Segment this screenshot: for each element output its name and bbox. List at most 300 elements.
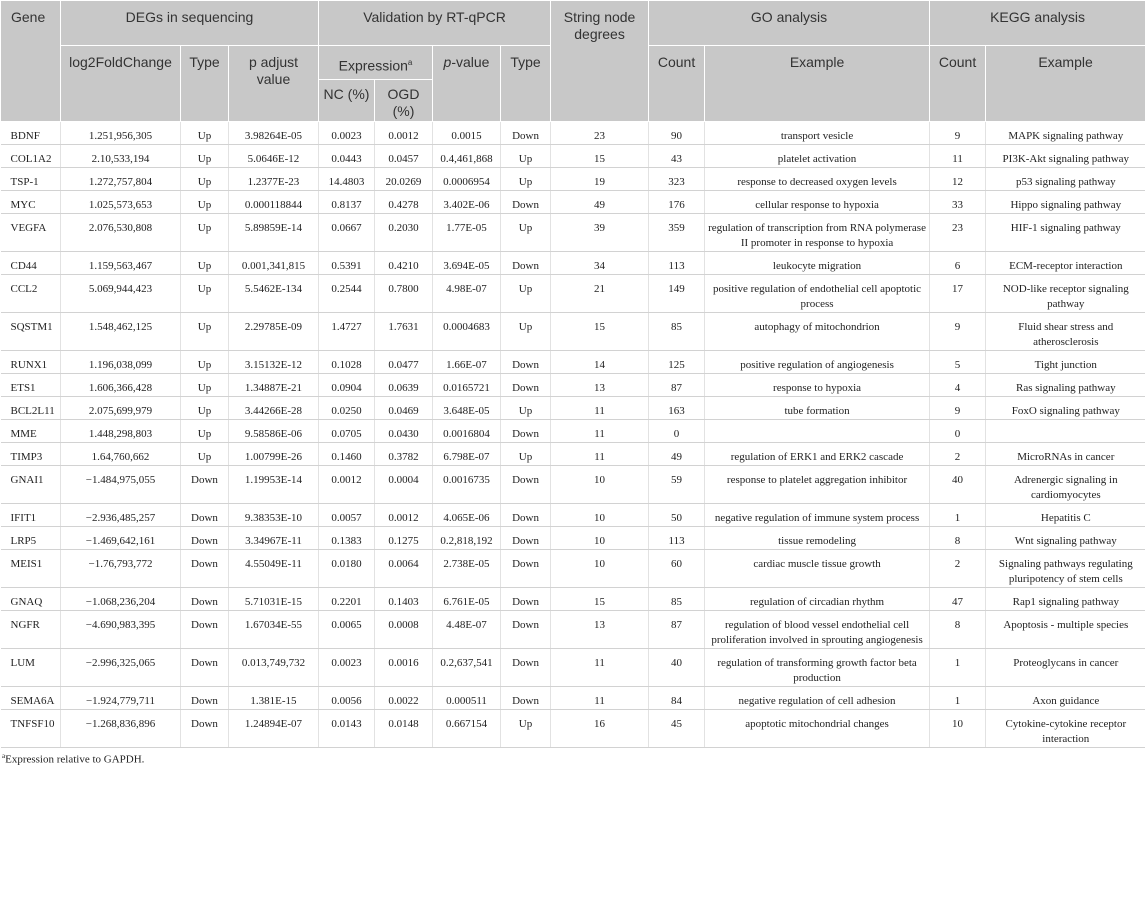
cell-gene: CCL2 xyxy=(1,275,61,313)
cell-validation-type: Down xyxy=(501,420,551,443)
cell-nc: 0.0057 xyxy=(319,504,375,527)
cell-kegg-example: Fluid shear stress and atherosclerosis xyxy=(986,313,1145,351)
cell-kegg-count: 40 xyxy=(930,466,986,504)
cell-p-adjust: 1.24894E-07 xyxy=(229,710,319,748)
header-validation-type: Type xyxy=(501,46,551,122)
cell-go-count: 359 xyxy=(649,214,705,252)
cell-degs-type: Down xyxy=(181,466,229,504)
header-kegg-analysis: KEGG analysis xyxy=(930,1,1145,46)
cell-nc: 0.0667 xyxy=(319,214,375,252)
cell-log2foldchange: 2.10,533,194 xyxy=(61,145,181,168)
header-degs: DEGs in sequencing xyxy=(61,1,319,46)
cell-go-count: 43 xyxy=(649,145,705,168)
table-row xyxy=(1,275,1145,313)
cell-p-adjust: 5.89859E-14 xyxy=(229,214,319,252)
cell-gene: TNFSF10 xyxy=(1,710,61,748)
cell-validation-type: Up xyxy=(501,313,551,351)
cell-go-count: 149 xyxy=(649,275,705,313)
cell-p-adjust: 5.0646E-12 xyxy=(229,145,319,168)
table-row xyxy=(1,214,1145,252)
cell-nc: 0.0143 xyxy=(319,710,375,748)
cell-go-count: 85 xyxy=(649,588,705,611)
table-header xyxy=(1,1,1145,122)
cell-go-example: transport vesicle xyxy=(705,122,930,145)
cell-go-example: platelet activation xyxy=(705,145,930,168)
cell-kegg-example: Signaling pathways regulating pluripotency of stem cells xyxy=(986,550,1145,588)
cell-string-node-degrees: 13 xyxy=(551,611,649,649)
cell-ogd: 0.0012 xyxy=(375,122,433,145)
cell-validation-type: Down xyxy=(501,611,551,649)
cell-nc: 0.0180 xyxy=(319,550,375,588)
cell-ogd: 0.0469 xyxy=(375,397,433,420)
cell-go-example: negative regulation of immune system process xyxy=(705,504,930,527)
cell-nc: 0.1460 xyxy=(319,443,375,466)
cell-p-value: 0.2,818,192 xyxy=(433,527,501,550)
cell-validation-type: Up xyxy=(501,710,551,748)
cell-gene: BDNF xyxy=(1,122,61,145)
cell-ogd: 0.4278 xyxy=(375,191,433,214)
cell-p-value: 1.66E-07 xyxy=(433,351,501,374)
cell-gene: MEIS1 xyxy=(1,550,61,588)
cell-ogd: 0.0148 xyxy=(375,710,433,748)
cell-go-count: 49 xyxy=(649,443,705,466)
cell-ogd: 0.1275 xyxy=(375,527,433,550)
cell-string-node-degrees: 11 xyxy=(551,649,649,687)
cell-validation-type: Up xyxy=(501,443,551,466)
cell-validation-type: Down xyxy=(501,527,551,550)
cell-kegg-count: 11 xyxy=(930,145,986,168)
table-row xyxy=(1,420,1145,443)
cell-go-example: apoptotic mitochondrial changes xyxy=(705,710,930,748)
cell-kegg-example xyxy=(986,420,1145,443)
cell-go-count: 85 xyxy=(649,313,705,351)
cell-go-example: positive regulation of endothelial cell apoptotic process xyxy=(705,275,930,313)
header-go-example: Example xyxy=(705,46,930,122)
cell-gene: BCL2L11 xyxy=(1,397,61,420)
cell-gene: CD44 xyxy=(1,252,61,275)
cell-go-count: 0 xyxy=(649,420,705,443)
cell-log2foldchange: −1.924,779,711 xyxy=(61,687,181,710)
cell-ogd: 0.7800 xyxy=(375,275,433,313)
cell-kegg-count: 1 xyxy=(930,649,986,687)
cell-log2foldchange: 2.075,699,979 xyxy=(61,397,181,420)
cell-degs-type: Down xyxy=(181,710,229,748)
cell-log2foldchange: −1.484,975,055 xyxy=(61,466,181,504)
cell-ogd: 0.0064 xyxy=(375,550,433,588)
cell-log2foldchange: 1.159,563,467 xyxy=(61,252,181,275)
cell-validation-type: Up xyxy=(501,275,551,313)
cell-p-value: 6.798E-07 xyxy=(433,443,501,466)
cell-p-adjust: 1.19953E-14 xyxy=(229,466,319,504)
cell-go-example: response to hypoxia xyxy=(705,374,930,397)
cell-p-adjust: 1.381E-15 xyxy=(229,687,319,710)
cell-p-value: 0.0016804 xyxy=(433,420,501,443)
cell-ogd: 0.0022 xyxy=(375,687,433,710)
cell-p-adjust: 9.58586E-06 xyxy=(229,420,319,443)
cell-validation-type: Up xyxy=(501,397,551,420)
cell-p-adjust: 2.29785E-09 xyxy=(229,313,319,351)
cell-kegg-example: PI3K-Akt signaling pathway xyxy=(986,145,1145,168)
cell-gene: RUNX1 xyxy=(1,351,61,374)
cell-degs-type: Up xyxy=(181,275,229,313)
cell-validation-type: Up xyxy=(501,168,551,191)
cell-gene: LRP5 xyxy=(1,527,61,550)
cell-ogd: 0.0477 xyxy=(375,351,433,374)
table-row xyxy=(1,351,1145,374)
cell-validation-type: Down xyxy=(501,191,551,214)
cell-p-adjust: 3.15132E-12 xyxy=(229,351,319,374)
cell-go-example: leukocyte migration xyxy=(705,252,930,275)
cell-kegg-count: 9 xyxy=(930,122,986,145)
header-log2foldchange: log2FoldChange xyxy=(61,46,181,122)
cell-ogd: 0.4210 xyxy=(375,252,433,275)
cell-log2foldchange: 1.251,956,305 xyxy=(61,122,181,145)
cell-p-adjust: 0.000118844 xyxy=(229,191,319,214)
cell-p-adjust: 9.38353E-10 xyxy=(229,504,319,527)
cell-string-node-degrees: 11 xyxy=(551,420,649,443)
cell-kegg-count: 2 xyxy=(930,443,986,466)
header-go-analysis: GO analysis xyxy=(649,1,930,46)
cell-gene: MME xyxy=(1,420,61,443)
table-body xyxy=(1,122,1145,748)
cell-degs-type: Down xyxy=(181,687,229,710)
cell-p-adjust: 3.98264E-05 xyxy=(229,122,319,145)
cell-string-node-degrees: 19 xyxy=(551,168,649,191)
cell-kegg-example: MAPK signaling pathway xyxy=(986,122,1145,145)
cell-degs-type: Up xyxy=(181,397,229,420)
cell-log2foldchange: 1.196,038,099 xyxy=(61,351,181,374)
cell-nc: 0.2201 xyxy=(319,588,375,611)
cell-ogd: 0.0457 xyxy=(375,145,433,168)
header-degs-type: Type xyxy=(181,46,229,122)
table-row xyxy=(1,252,1145,275)
cell-kegg-count: 2 xyxy=(930,550,986,588)
table-row xyxy=(1,504,1145,527)
cell-kegg-count: 8 xyxy=(930,527,986,550)
cell-p-value: 0.000511 xyxy=(433,687,501,710)
cell-nc: 14.4803 xyxy=(319,168,375,191)
cell-gene: NGFR xyxy=(1,611,61,649)
cell-string-node-degrees: 15 xyxy=(551,145,649,168)
cell-kegg-count: 5 xyxy=(930,351,986,374)
cell-nc: 0.0904 xyxy=(319,374,375,397)
cell-p-value: 1.77E-05 xyxy=(433,214,501,252)
cell-degs-type: Up xyxy=(181,374,229,397)
cell-log2foldchange: 1.548,462,125 xyxy=(61,313,181,351)
cell-string-node-degrees: 11 xyxy=(551,687,649,710)
cell-nc: 0.1383 xyxy=(319,527,375,550)
cell-degs-type: Down xyxy=(181,588,229,611)
cell-go-example: regulation of blood vessel endothelial cell proliferation involved in sprouting angiogenesis xyxy=(705,611,930,649)
cell-kegg-example: Adrenergic signaling in cardiomyocytes xyxy=(986,466,1145,504)
cell-ogd: 0.3782 xyxy=(375,443,433,466)
cell-nc: 0.0250 xyxy=(319,397,375,420)
cell-kegg-example: Rap1 signaling pathway xyxy=(986,588,1145,611)
cell-go-example: regulation of transforming growth factor beta production xyxy=(705,649,930,687)
cell-log2foldchange: 5.069,944,423 xyxy=(61,275,181,313)
cell-p-value: 0.4,461,868 xyxy=(433,145,501,168)
cell-nc: 0.0705 xyxy=(319,420,375,443)
cell-log2foldchange: −2.996,325,065 xyxy=(61,649,181,687)
cell-kegg-example: p53 signaling pathway xyxy=(986,168,1145,191)
cell-kegg-count: 0 xyxy=(930,420,986,443)
cell-ogd: 0.2030 xyxy=(375,214,433,252)
cell-validation-type: Down xyxy=(501,252,551,275)
cell-kegg-count: 10 xyxy=(930,710,986,748)
cell-nc: 0.0065 xyxy=(319,611,375,649)
cell-degs-type: Up xyxy=(181,351,229,374)
cell-go-count: 163 xyxy=(649,397,705,420)
cell-degs-type: Down xyxy=(181,527,229,550)
header-ogd: OGD (%) xyxy=(375,80,433,122)
cell-p-adjust: 0.013,749,732 xyxy=(229,649,319,687)
cell-gene: COL1A2 xyxy=(1,145,61,168)
table-row xyxy=(1,588,1145,611)
cell-ogd: 0.0004 xyxy=(375,466,433,504)
cell-nc: 0.8137 xyxy=(319,191,375,214)
cell-validation-type: Down xyxy=(501,550,551,588)
cell-nc: 0.5391 xyxy=(319,252,375,275)
cell-log2foldchange: 1.448,298,803 xyxy=(61,420,181,443)
cell-kegg-count: 8 xyxy=(930,611,986,649)
cell-degs-type: Up xyxy=(181,214,229,252)
cell-p-value: 0.0015 xyxy=(433,122,501,145)
cell-string-node-degrees: 16 xyxy=(551,710,649,748)
cell-go-count: 323 xyxy=(649,168,705,191)
cell-degs-type: Up xyxy=(181,420,229,443)
table-row xyxy=(1,649,1145,687)
cell-p-value: 0.0016735 xyxy=(433,466,501,504)
cell-go-example: positive regulation of angiogenesis xyxy=(705,351,930,374)
cell-log2foldchange: −1.469,642,161 xyxy=(61,527,181,550)
cell-p-adjust: 5.5462E-134 xyxy=(229,275,319,313)
cell-go-example: negative regulation of cell adhesion xyxy=(705,687,930,710)
cell-validation-type: Down xyxy=(501,504,551,527)
cell-nc: 0.0023 xyxy=(319,649,375,687)
header-string-node-degrees: String node degrees xyxy=(551,1,649,122)
cell-gene: VEGFA xyxy=(1,214,61,252)
cell-validation-type: Down xyxy=(501,649,551,687)
cell-nc: 1.4727 xyxy=(319,313,375,351)
cell-ogd: 0.0016 xyxy=(375,649,433,687)
cell-validation-type: Up xyxy=(501,145,551,168)
cell-go-count: 87 xyxy=(649,611,705,649)
table-row xyxy=(1,443,1145,466)
cell-kegg-count: 9 xyxy=(930,397,986,420)
cell-string-node-degrees: 14 xyxy=(551,351,649,374)
cell-kegg-example: Hepatitis C xyxy=(986,504,1145,527)
header-validation: Validation by RT-qPCR xyxy=(319,1,551,46)
table-row xyxy=(1,374,1145,397)
cell-go-count: 90 xyxy=(649,122,705,145)
cell-validation-type: Down xyxy=(501,374,551,397)
cell-nc: 0.0023 xyxy=(319,122,375,145)
cell-gene: TSP-1 xyxy=(1,168,61,191)
cell-gene: GNAQ xyxy=(1,588,61,611)
cell-string-node-degrees: 15 xyxy=(551,313,649,351)
cell-kegg-example: HIF-1 signaling pathway xyxy=(986,214,1145,252)
cell-string-node-degrees: 34 xyxy=(551,252,649,275)
cell-p-value: 3.694E-05 xyxy=(433,252,501,275)
cell-go-example: regulation of circadian rhythm xyxy=(705,588,930,611)
table-row xyxy=(1,191,1145,214)
cell-string-node-degrees: 23 xyxy=(551,122,649,145)
cell-go-count: 113 xyxy=(649,252,705,275)
cell-p-adjust: 1.34887E-21 xyxy=(229,374,319,397)
cell-go-count: 125 xyxy=(649,351,705,374)
cell-string-node-degrees: 15 xyxy=(551,588,649,611)
cell-ogd: 20.0269 xyxy=(375,168,433,191)
cell-p-adjust: 0.001,341,815 xyxy=(229,252,319,275)
cell-p-adjust: 4.55049E-11 xyxy=(229,550,319,588)
table-row xyxy=(1,466,1145,504)
cell-kegg-count: 1 xyxy=(930,687,986,710)
cell-nc: 0.0056 xyxy=(319,687,375,710)
cell-go-example xyxy=(705,420,930,443)
cell-kegg-count: 47 xyxy=(930,588,986,611)
cell-kegg-example: MicroRNAs in cancer xyxy=(986,443,1145,466)
cell-p-adjust: 5.71031E-15 xyxy=(229,588,319,611)
cell-gene: GNAI1 xyxy=(1,466,61,504)
cell-log2foldchange: −1.068,236,204 xyxy=(61,588,181,611)
cell-gene: IFIT1 xyxy=(1,504,61,527)
cell-degs-type: Up xyxy=(181,443,229,466)
cell-degs-type: Down xyxy=(181,611,229,649)
cell-go-example: response to decreased oxygen levels xyxy=(705,168,930,191)
cell-kegg-count: 33 xyxy=(930,191,986,214)
cell-p-adjust: 3.44266E-28 xyxy=(229,397,319,420)
cell-degs-type: Up xyxy=(181,145,229,168)
cell-kegg-count: 9 xyxy=(930,313,986,351)
cell-p-adjust: 1.00799E-26 xyxy=(229,443,319,466)
table-row xyxy=(1,527,1145,550)
cell-nc: 0.2544 xyxy=(319,275,375,313)
cell-go-example: cardiac muscle tissue growth xyxy=(705,550,930,588)
table-row xyxy=(1,710,1145,748)
cell-kegg-count: 17 xyxy=(930,275,986,313)
cell-go-example: cellular response to hypoxia xyxy=(705,191,930,214)
cell-log2foldchange: 1.025,573,653 xyxy=(61,191,181,214)
cell-go-example: regulation of transcription from RNA polymerase II promoter in response to hypoxia xyxy=(705,214,930,252)
cell-log2foldchange: 2.076,530,808 xyxy=(61,214,181,252)
cell-p-value: 4.065E-06 xyxy=(433,504,501,527)
cell-log2foldchange: −2.936,485,257 xyxy=(61,504,181,527)
cell-p-value: 4.98E-07 xyxy=(433,275,501,313)
cell-p-value: 0.667154 xyxy=(433,710,501,748)
cell-ogd: 0.0008 xyxy=(375,611,433,649)
cell-kegg-example: NOD-like receptor signaling pathway xyxy=(986,275,1145,313)
cell-kegg-example: Apoptosis - multiple species xyxy=(986,611,1145,649)
header-nc: NC (%) xyxy=(319,80,375,122)
cell-go-example: regulation of ERK1 and ERK2 cascade xyxy=(705,443,930,466)
header-p-value: p-value xyxy=(433,46,501,122)
cell-validation-type: Down xyxy=(501,588,551,611)
cell-ogd: 0.0430 xyxy=(375,420,433,443)
cell-p-adjust: 3.34967E-11 xyxy=(229,527,319,550)
cell-gene: ETS1 xyxy=(1,374,61,397)
cell-go-count: 87 xyxy=(649,374,705,397)
cell-kegg-example: Tight junction xyxy=(986,351,1145,374)
header-p-adjust: p adjust value xyxy=(229,46,319,122)
header-go-count: Count xyxy=(649,46,705,122)
header-kegg-count: Count xyxy=(930,46,986,122)
cell-go-count: 176 xyxy=(649,191,705,214)
cell-p-adjust: 1.67034E-55 xyxy=(229,611,319,649)
cell-gene: TIMP3 xyxy=(1,443,61,466)
cell-degs-type: Up xyxy=(181,191,229,214)
cell-degs-type: Up xyxy=(181,122,229,145)
cell-p-value: 3.402E-06 xyxy=(433,191,501,214)
cell-log2foldchange: −1.76,793,772 xyxy=(61,550,181,588)
cell-go-example: tissue remodeling xyxy=(705,527,930,550)
cell-degs-type: Up xyxy=(181,313,229,351)
cell-string-node-degrees: 13 xyxy=(551,374,649,397)
table-row xyxy=(1,145,1145,168)
cell-kegg-example: Wnt signaling pathway xyxy=(986,527,1145,550)
cell-p-value: 0.0006954 xyxy=(433,168,501,191)
cell-log2foldchange: 1.606,366,428 xyxy=(61,374,181,397)
cell-p-value: 0.0004683 xyxy=(433,313,501,351)
cell-string-node-degrees: 10 xyxy=(551,527,649,550)
cell-p-value: 0.0165721 xyxy=(433,374,501,397)
cell-string-node-degrees: 10 xyxy=(551,466,649,504)
table-row xyxy=(1,313,1145,351)
cell-nc: 0.0443 xyxy=(319,145,375,168)
cell-degs-type: Down xyxy=(181,649,229,687)
cell-kegg-example: Axon guidance xyxy=(986,687,1145,710)
cell-p-value: 2.738E-05 xyxy=(433,550,501,588)
cell-validation-type: Down xyxy=(501,351,551,374)
cell-log2foldchange: 1.272,757,804 xyxy=(61,168,181,191)
cell-go-count: 40 xyxy=(649,649,705,687)
cell-kegg-example: ECM-receptor interaction xyxy=(986,252,1145,275)
cell-string-node-degrees: 49 xyxy=(551,191,649,214)
cell-kegg-count: 1 xyxy=(930,504,986,527)
cell-log2foldchange: 1.64,760,662 xyxy=(61,443,181,466)
cell-ogd: 0.1403 xyxy=(375,588,433,611)
cell-p-value: 6.761E-05 xyxy=(433,588,501,611)
cell-p-value: 3.648E-05 xyxy=(433,397,501,420)
cell-go-example: autophagy of mitochondrion xyxy=(705,313,930,351)
cell-go-example: tube formation xyxy=(705,397,930,420)
cell-p-adjust: 1.2377E-23 xyxy=(229,168,319,191)
cell-gene: SQSTM1 xyxy=(1,313,61,351)
header-expression: Expression$^a$ xyxy=(319,46,433,80)
cell-degs-type: Up xyxy=(181,252,229,275)
cell-degs-type: Down xyxy=(181,550,229,588)
table-row xyxy=(1,550,1145,588)
cell-string-node-degrees: 11 xyxy=(551,397,649,420)
header-gene: Gene xyxy=(1,1,61,122)
cell-gene: MYC xyxy=(1,191,61,214)
cell-p-value: 0.2,637,541 xyxy=(433,649,501,687)
table-row xyxy=(1,397,1145,420)
cell-kegg-count: 23 xyxy=(930,214,986,252)
table-row xyxy=(1,611,1145,649)
cell-ogd: 0.0012 xyxy=(375,504,433,527)
cell-degs-type: Down xyxy=(181,504,229,527)
cell-ogd: 1.7631 xyxy=(375,313,433,351)
cell-go-count: 45 xyxy=(649,710,705,748)
table-footnote: $^a$Expression relative to GAPDH. xyxy=(2,752,145,766)
cell-log2foldchange: −4.690,983,395 xyxy=(61,611,181,649)
cell-go-count: 84 xyxy=(649,687,705,710)
cell-go-count: 50 xyxy=(649,504,705,527)
cell-kegg-example: Proteoglycans in cancer xyxy=(986,649,1145,687)
cell-kegg-example: Hippo signaling pathway xyxy=(986,191,1145,214)
cell-kegg-example: Cytokine-cytokine receptor interaction xyxy=(986,710,1145,748)
cell-kegg-example: FoxO signaling pathway xyxy=(986,397,1145,420)
